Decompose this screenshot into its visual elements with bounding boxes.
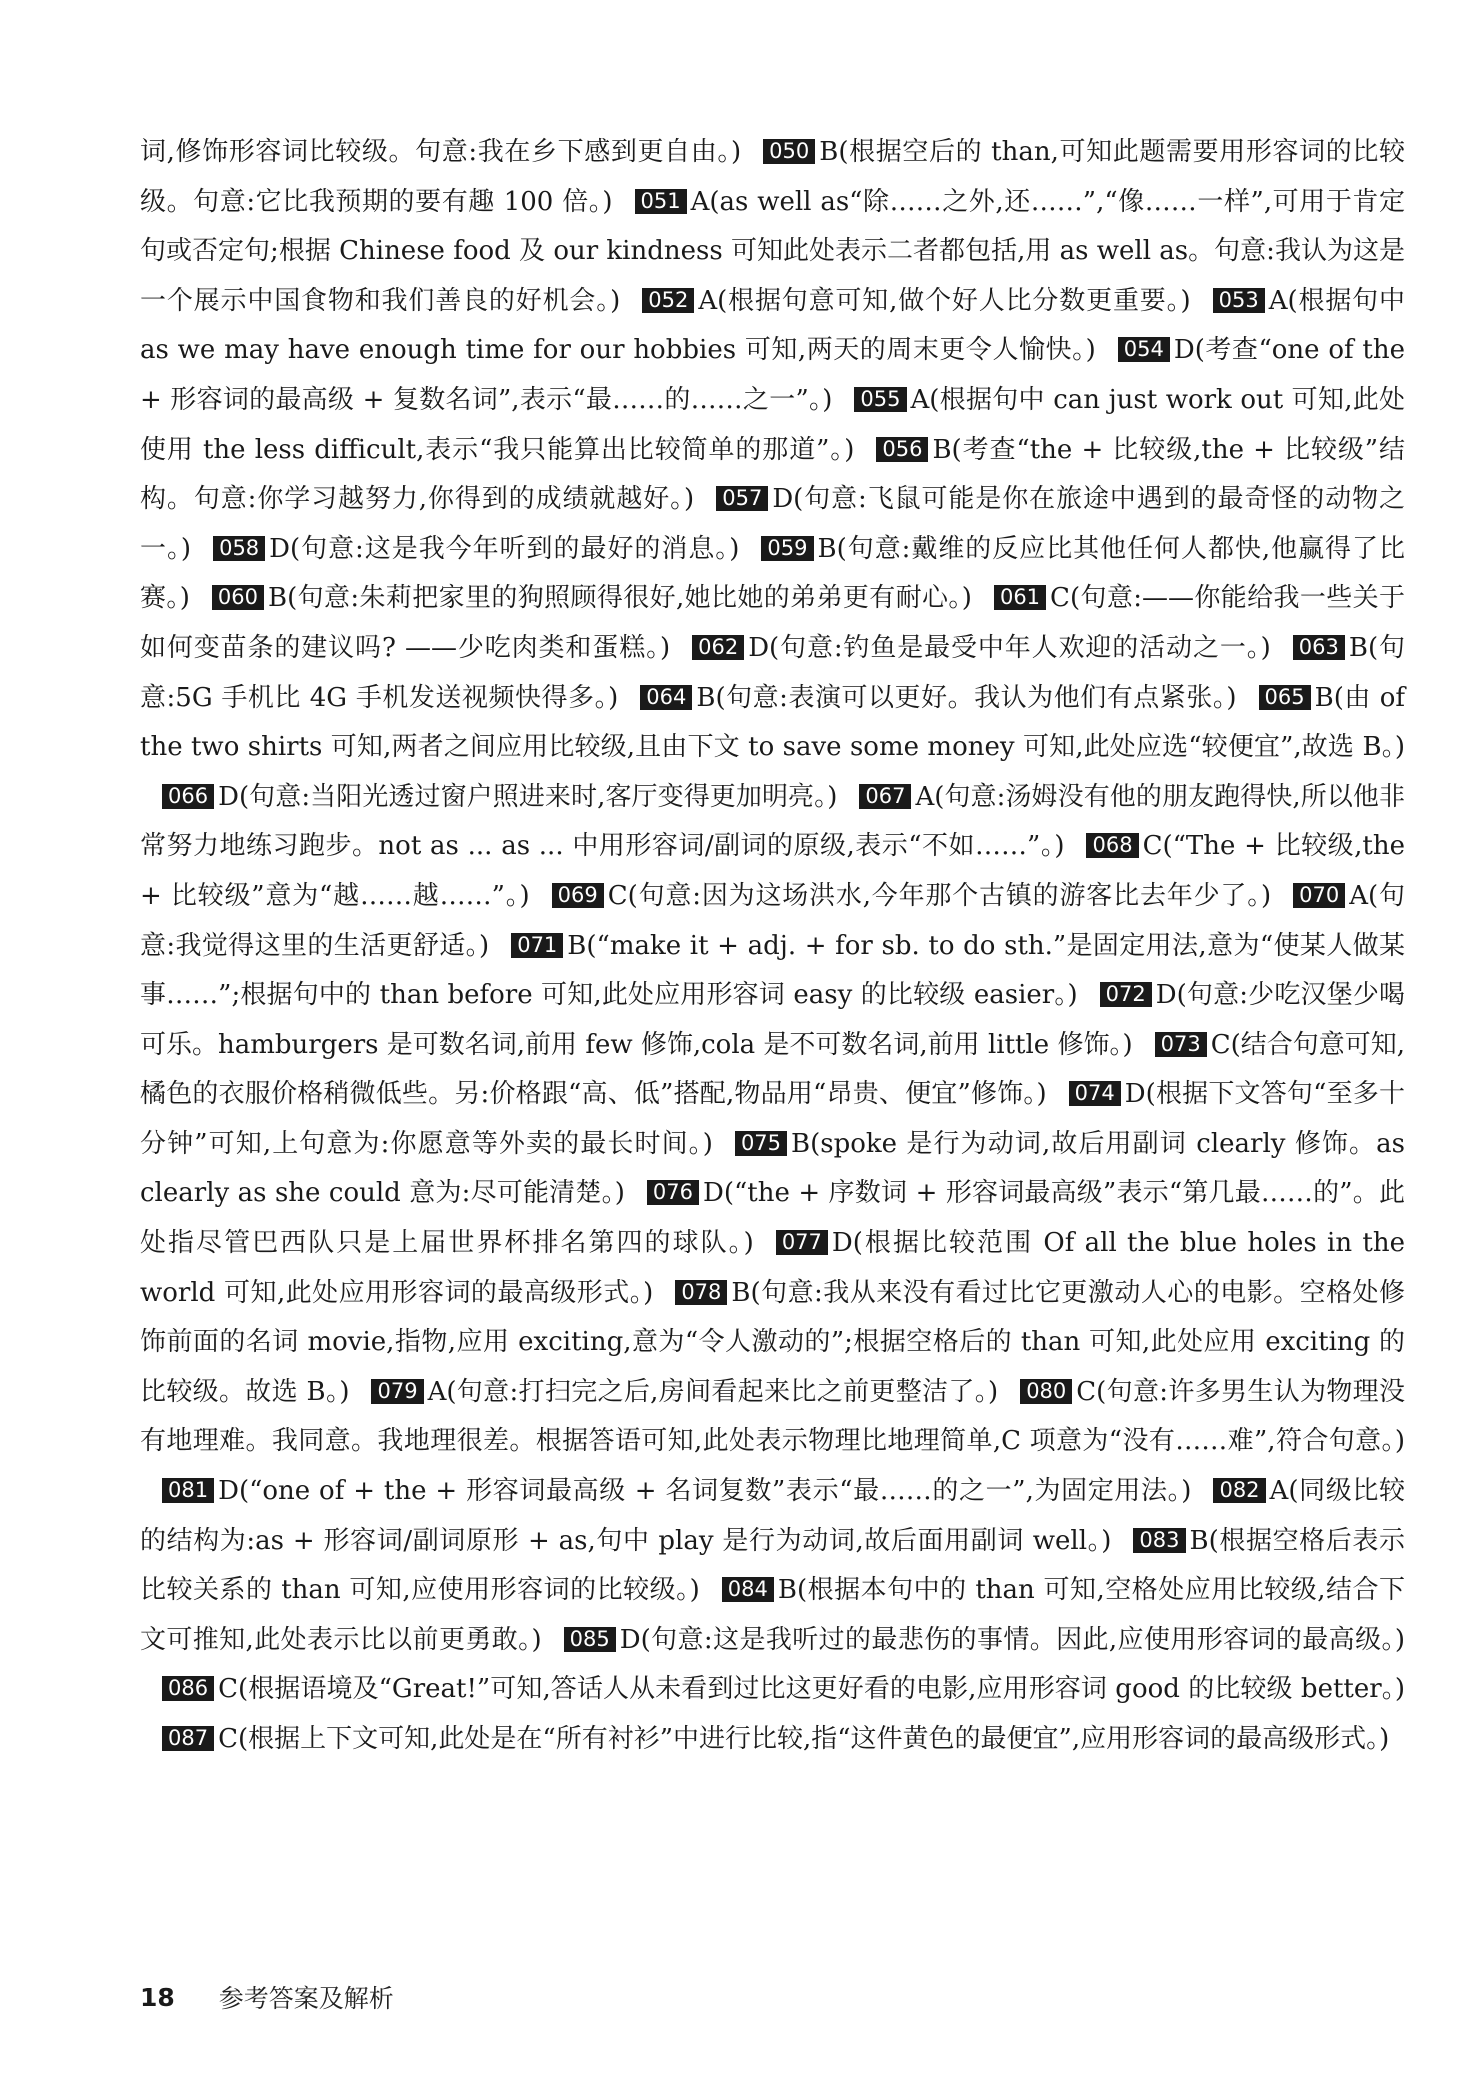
answer-explanation: 词,修饰形容词比较级。句意:我在乡下感到更自由。) bbox=[140, 137, 742, 167]
question-number-badge: 050 bbox=[763, 139, 815, 164]
question-number-badge: 058 bbox=[213, 536, 265, 561]
answer-explanation: D(句意:飞鼠可能是你在旅途中遇到的最奇怪的动物之一。) bbox=[140, 484, 1406, 564]
question-number-badge: 055 bbox=[854, 387, 906, 412]
answer-entry bbox=[620, 286, 1190, 316]
answer-entry bbox=[140, 1674, 1405, 1704]
question-number-badge: 069 bbox=[552, 883, 604, 908]
question-number-badge: 071 bbox=[511, 933, 563, 958]
answer-explanation: D(“the + 序数词 + 形容词最高级”表示“第几最……的”。此处指尽管巴西队只是上届世界杯排名第四的球队。) bbox=[140, 1178, 1405, 1259]
answer-explanation: D(句意:这是我今年听到的最好的消息。) bbox=[269, 533, 740, 564]
answer-entry bbox=[530, 881, 1272, 911]
question-number-badge: 051 bbox=[635, 189, 687, 214]
answer-explanation: C(“The + 比较级,the + 比较级”意为“越……越……”。) bbox=[140, 831, 1405, 911]
answer-explanation: B(句意:5G 手机比 4G 手机发送视频快得多。) bbox=[140, 632, 1405, 713]
question-number-badge: 052 bbox=[642, 288, 694, 313]
question-number-badge: 065 bbox=[1259, 685, 1311, 710]
answer-text-block bbox=[140, 128, 1405, 1765]
answer-explanation: C(句意:——你能给我一些关于如何变苗条的建议吗? ——少吃肉类和蛋糕。) bbox=[140, 583, 1405, 663]
answer-entry bbox=[349, 1377, 998, 1407]
answer-explanation: B(句意:戴维的反应比其他任何人都快,他赢得了比赛。) bbox=[140, 533, 1405, 614]
question-number-badge: 060 bbox=[212, 585, 264, 610]
answer-explanation: D(句意:钓鱼是最受中年人欢迎的活动之一。) bbox=[748, 632, 1271, 663]
question-number-badge: 079 bbox=[371, 1379, 423, 1404]
answer-explanation: A(句意:打扫完之后,房间看起来比之前更整洁了。) bbox=[427, 1376, 999, 1407]
question-number-badge: 085 bbox=[564, 1627, 616, 1652]
question-number-badge: 084 bbox=[722, 1577, 774, 1602]
answer-explanation: C(句意:因为这场洪水,今年那个古镇的游客比去年少了。) bbox=[607, 880, 1272, 911]
question-number-badge: 056 bbox=[876, 437, 928, 462]
question-number-badge: 087 bbox=[162, 1726, 214, 1751]
answer-entry bbox=[542, 1625, 1405, 1655]
question-number-badge: 078 bbox=[675, 1280, 727, 1305]
footer-title: 参考答案及解析 bbox=[218, 1984, 394, 2013]
answer-entry bbox=[140, 1724, 1389, 1754]
answer-explanation: B(根据本句中的 than 可知,空格处应用比较级,结合下文可推知,此处表示比以前更勇敢。) bbox=[140, 1575, 1405, 1655]
page-footer bbox=[140, 1977, 394, 2017]
answer-explanation: D(句意:这是我听过的最悲伤的事情。因此,应使用形容词的最高级。) bbox=[619, 1624, 1405, 1655]
question-number-badge: 074 bbox=[1069, 1081, 1121, 1106]
answer-explanation: A(根据句中 can just work out 可知,此处使用 the less difficult,表示“我只能算出比较简单的那道”。) bbox=[140, 384, 1405, 465]
answer-explanation: B(句意:朱莉把家里的狗照顾得很好,她比她的弟弟更有耐心。) bbox=[268, 583, 972, 614]
question-number-badge: 086 bbox=[162, 1676, 214, 1701]
question-number-badge: 063 bbox=[1293, 635, 1345, 660]
answer-explanation: B(句意:表演可以更好。我认为他们有点紧张。) bbox=[696, 682, 1237, 713]
question-number-badge: 081 bbox=[162, 1478, 214, 1503]
question-number-badge: 061 bbox=[994, 585, 1046, 610]
question-number-badge: 082 bbox=[1213, 1478, 1265, 1503]
question-number-badge: 070 bbox=[1293, 883, 1345, 908]
question-number-badge: 072 bbox=[1100, 982, 1152, 1007]
question-number-badge: 059 bbox=[761, 536, 813, 561]
answer-explanation: D(根据比较范围 Of all the blue holes in the world 可知,此处应用形容词的最高级形式。) bbox=[140, 1228, 1405, 1308]
answer-entry bbox=[190, 583, 972, 613]
answer-explanation: C(根据上下文可知,此处是在“所有衬衫”中进行比较,指“这件黄色的最便宜”,应用形容词的最高级形式。) bbox=[218, 1724, 1390, 1754]
answer-explanation: A(根据句中 as we may have enough time for our hobbies 可知,两天的周末更令人愉快。) bbox=[140, 285, 1405, 366]
answer-entry bbox=[140, 137, 741, 167]
answer-entry bbox=[140, 782, 837, 812]
question-number-badge: 083 bbox=[1133, 1528, 1185, 1553]
answer-explanation: A(句意:我觉得这里的生活更舒适。) bbox=[140, 880, 1406, 961]
page-number: 18 bbox=[140, 1982, 175, 2012]
answer-entry bbox=[191, 534, 739, 564]
answer-explanation: A(as well as“除……之外,还……”,“像……一样”,可用于肯定句或否定句;根据 Chinese food 及 our kindness 可知此处表示二者都包括,用 as well as。句意:我认为这是一个展示中国食物和我们善良的好机会。) bbox=[140, 186, 1406, 316]
question-number-badge: 064 bbox=[640, 685, 692, 710]
question-number-badge: 057 bbox=[716, 486, 768, 511]
answer-explanation: B(根据空后的 than,可知此题需要用形容词的比较级。句意:它比我预期的要有趣 100 倍。) bbox=[140, 137, 1405, 217]
question-number-badge: 062 bbox=[692, 635, 744, 660]
question-number-badge: 077 bbox=[776, 1230, 828, 1255]
question-number-badge: 067 bbox=[859, 784, 911, 809]
answer-entry bbox=[670, 633, 1271, 663]
answer-explanation: C(句意:许多男生认为物理没有地理难。我同意。我地理很差。根据答语可知,此处表示物理比地理简单,C 项意为“没有……难”,符合句意。) bbox=[140, 1376, 1406, 1457]
answer-explanation: A(同级比较的结构为:as + 形容词/副词原形 + as,句中 play 是行为动词,故后面用副词 well。) bbox=[140, 1476, 1406, 1556]
answer-explanation: C(根据语境及“Great!”可知,答话人从未看到过比这更好看的电影,应用形容词 good 的比较级 better。) bbox=[218, 1674, 1405, 1705]
question-number-badge: 080 bbox=[1020, 1379, 1072, 1404]
answer-explanation: B(由 of the two shirts 可知,两者之间应用比较级,且由下文 to save some money 可知,此处应选“较便宜”,故选 B。) bbox=[140, 682, 1405, 763]
answer-explanation: A(根据句意可知,做个好人比分数更重要。) bbox=[698, 285, 1191, 316]
answer-entry bbox=[140, 1476, 1191, 1506]
answer-explanation: D(句意:当阳光透过窗户照进来时,客厅变得更加明亮。) bbox=[218, 781, 838, 812]
answer-explanation: B(考查“the + 比较级,the + 比较级”结构。句意:你学习越努力,你得到的成绩就越好。) bbox=[140, 434, 1405, 515]
answer-explanation: B(spoke 是行为动词,故后用副词 clearly 修饰。as clearly as she could 意为:尽可能清楚。) bbox=[140, 1128, 1405, 1209]
question-number-badge: 066 bbox=[162, 784, 214, 809]
answer-entry bbox=[618, 683, 1236, 713]
answer-explanation: B(“make it + adj. + for sb. to do sth.”是固定用法,意为“使某人做某事……”;根据句中的 than before 可知,此处应用形容词 easy 的比较级 easier。) bbox=[140, 930, 1406, 1011]
answer-explanation: B(根据空格后表示比较关系的 than 可知,应使用形容词的比较级。) bbox=[140, 1525, 1405, 1606]
question-number-badge: 073 bbox=[1155, 1032, 1207, 1057]
question-number-badge: 075 bbox=[735, 1131, 787, 1156]
answer-explanation: D(根据下文答句“至多十分钟”可知,上句意为:你愿意等外卖的最长时间。) bbox=[140, 1079, 1405, 1159]
answer-explanation: B(句意:我从来没有看过比它更激动人心的电影。空格处修饰前面的名词 movie,指物,应用 exciting,意为“令人激动的”;根据空格后的 than 可知,此处应用 exciting 的比较级。故选 B。) bbox=[140, 1277, 1405, 1407]
question-number-badge: 076 bbox=[647, 1180, 699, 1205]
answer-explanation: D(考查“one of the + 形容词的最高级 + 复数名词”,表示“最……的……之一”。) bbox=[140, 335, 1405, 415]
question-number-badge: 068 bbox=[1086, 833, 1138, 858]
question-number-badge: 053 bbox=[1213, 288, 1265, 313]
answer-explanation: A(句意:汤姆没有他的朋友跑得快,所以他非常努力地练习跑步。not as ... as ... 中用形容词/副词的原级,表示“不如……”。) bbox=[140, 781, 1405, 862]
answer-explanation: D(“one of + the + 形容词最高级 + 名词复数”表示“最……的之一”,为固定用法。) bbox=[218, 1476, 1192, 1507]
answer-explanation: C(结合句意可知,橘色的衣服价格稍微低些。另:价格跟“高、低”搭配,物品用“昂贵、便宜”修饰。) bbox=[140, 1029, 1405, 1110]
question-number-badge: 054 bbox=[1118, 337, 1170, 362]
answer-explanation: D(句意:少吃汉堡少喝可乐。hamburgers 是可数名词,前用 few 修饰,cola 是不可数名词,前用 little 修饰。) bbox=[140, 980, 1405, 1060]
